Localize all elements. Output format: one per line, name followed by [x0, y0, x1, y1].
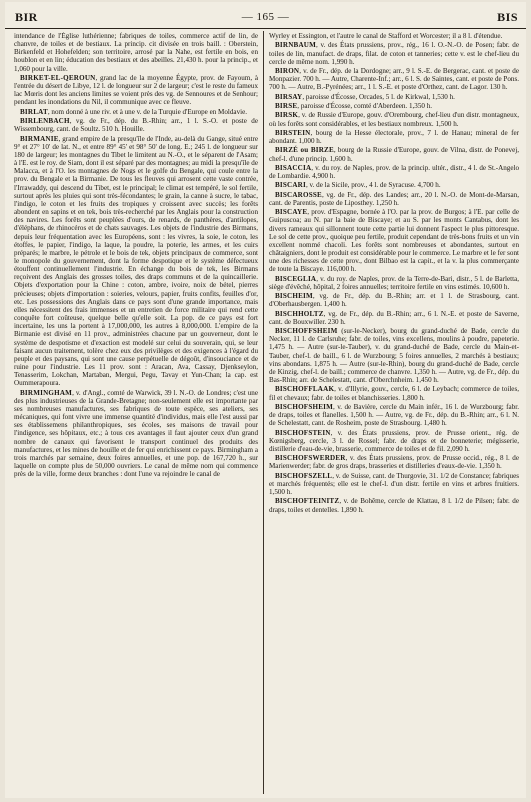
entry-headword: BIRSK [275, 111, 299, 120]
entry-text: intendance de l'Église luthérienne; fabriques de toiles, commerce actif de lin, de chanvre, de toiles et de bestiaux. La princip. cit divisée en trois baill. : Oberstein, Birkenfeld et Hohefelden; son territoire, arrosé par la Nahe, est fertile en bois, en houblon et en lin; éducation des bestiaux et des abeilles. 21,430 h. pour la princip., et 1,060 pour la ville. [14, 32, 258, 73]
continued-entry [269, 32, 519, 40]
dictionary-entry [269, 67, 519, 91]
entry-text: , v. des États prussiens, prov. de Prusse occid., rég., 8 l. de Marienwerder; fabr. de gros draps, brasseries et distilleries d'eaux-de-vie. 1,350 h. [269, 454, 519, 471]
running-head-right: BIS [497, 10, 518, 24]
entry-headword: BISCARI [275, 181, 306, 190]
entry-text: , v. de Russie d'Europe, gouv. d'Orembourg, chef-lieu d'un distr. montagneux, où les forêts sont considérables, et les bestiaux nombreux. 1,500 h. [269, 111, 519, 128]
entry-headword: BIRSE [275, 102, 298, 110]
dictionary-entry [269, 403, 519, 427]
entry-headword: BISACCIA [275, 163, 312, 172]
entry-text: , v. de Fr., dép. de la Dordogne; arr., 9 l. S.-E. de Bergerac, cant. et poste de Monpazier. 700 h. — Autre, Charente-Inf.; arr., 6 l. S. de Saintes, cant. et poste de Pons. 700 h. — Autre, B.-Pyrénées; arr., 1 l. S.-E. et poste d'Orthez, cant. de Lagor. 130 h. [269, 67, 519, 92]
entry-headword: BIRNBAUM [275, 41, 317, 50]
entry-text: , v. de la Sicile, prov., 4 l. de Syracuse. 4,700 h. [305, 181, 441, 190]
entry-headword: BISCHOFFSHEIM [275, 327, 338, 336]
entry-headword: BIRMINGHAM [20, 388, 73, 397]
dictionary-entry [14, 108, 258, 116]
dictionary-entry [269, 191, 519, 207]
entry-text: , bourg de la Russie d'Europe, gouv. de Vilna, distr. de Ponevej, chef-l. d'une princip. 1,600 h. [269, 146, 519, 163]
entry-headword: BIRSTEIN [275, 128, 311, 137]
dictionary-entry [269, 102, 519, 110]
entry-headword: BISCHOFSZELL [275, 471, 333, 480]
entry-headword: BIRON [275, 67, 300, 75]
dictionary-entry [269, 146, 519, 162]
entry-headword: BISCHOFFLAAK [275, 385, 335, 394]
entry-headword: BISCHOFSWERDER [275, 454, 346, 463]
dictionary-entry [269, 93, 519, 101]
left-column [14, 32, 258, 794]
dictionary-entry [269, 111, 519, 127]
entry-text: , vg. de Fr., dép. du B.-Rhin; arr., 1 l. S.-O. et poste de Wissembourg, cant. de Soultz. 510 h. Houille. [14, 117, 258, 134]
entry-headword: BIRLAT [20, 107, 48, 116]
entry-text: Wyrley et Essington, et l'autre le canal de Stafford et Worcester; il a 8 l. d'étendue. [269, 32, 503, 40]
entry-text: , prov. d'Espagne, bornée à l'O. par la prov. de Burgos; à l'E. par celle de Guipuscoa; au N. par la baie de Biscaye; et au S. par les monts Cantabus, dont les divers rameaux qui sillonnent toute cette partie lui donnent l'aspect le plus pittoresque. Le sol de cette prov., quoique peu fertile, produit cependant de très-bons fruits et un vin excellent nommé chacoli. Les forêts sont nombreuses et abondantes, surtout en châtaigniers, dont le produit est considérable pour le commerce. Le marbre et le fer sont une des richesses de cette prov., dont Bilbao est la capit., et la v. la plus commerçante de toute la Biscaye. 116,000 h. [269, 208, 519, 274]
entry-text: , v. de Bohême, cercle de Klattau, 8 l. 1/2 de Pilsen; fabr. de draps, toiles et dentelles. 1,890 h. [269, 497, 519, 514]
entry-text: , v. d'Illyrie, gouv., cercle, 6 l. de Leybach; commerce de toiles, fil et chevaux; fabr. de toiles et blanchisseries. 1,800 h. [269, 385, 519, 402]
entry-headword: BIRZÉ ou BIRZE [275, 146, 334, 155]
entry-text: , paroisse d'Écosse, Orcades, 5 l. de Kirkwal, 1,530 h. [302, 92, 455, 101]
entry-headword: BIRKET-EL-QEROUN [20, 73, 96, 82]
dictionary-entry [269, 497, 519, 513]
dictionary-entry [269, 208, 519, 273]
entry-headword: BIRLENBACH [20, 117, 70, 126]
entry-text: , nom donné à une riv. et à une v. de la Turquie d'Europe en Moldavie. [47, 107, 248, 116]
entry-headword: BISCAYE [275, 208, 308, 217]
entry-text: , vg. de Fr., dép. des Landes; arr., 20 l. N.-O. de Mont-de-Marsan, cant. de Parentis, poste de Liposthey. 1,250 h. [269, 190, 519, 207]
entry-text: , v. des États prussiens, prov., rég., 16 l. O.-N.-O. de Posen; fabr. de toiles de lin, manufact. de draps, filat. de coton et tanneries; cette v. est le chef-lieu du cercle de même nom. 1,990 h. [269, 41, 519, 66]
page-header [5, 2, 526, 29]
entry-text: , vg. de Fr., dép. du B.-Rhin; arr., 6 l. N.-E. et poste de Saverne, cant. de Bouxwiller. 230 h. [269, 309, 519, 326]
entry-text: , v. du roy. de Naples, prov. de la princip. ultér., distr., 4 l. de St.-Angelo de Lombardie. 4,900 h. [269, 163, 519, 180]
entry-headword: BISCHOFSHEIM [275, 402, 333, 411]
entry-text: , paroisse d'Écosse, comté d'Aberdeen. 1,350 h. [297, 102, 433, 110]
entry-headword: BISCEGLIA [275, 274, 317, 283]
entry-headword: BIRMANIE [20, 134, 59, 143]
entry-text: , v. de Bavière, cercle du Main infér., 16 l. de Wurzbourg; fabr. de draps, toiles et flanelles. 1,500 h. — Autre, vg. de Fr., dép. du B.-Rhin; arr., 6 l. N. de Schelestatt, cant. de Rosheim, poste de Strasbourg. 1,480 h. [269, 402, 519, 428]
dictionary-entry [269, 472, 519, 496]
running-head-left: BIR [15, 10, 38, 24]
dictionary-entry [269, 385, 519, 401]
entry-text: , bourg de la Hesse électorale, prov., 7 l. de Hanau; mineral de fer abondant. 1,000 h. [269, 128, 519, 145]
entry-text: , v. du roy. de Naples, prov. de la Terre-de-Bari, distr., 5 l. de Barletta, siège d'évêché, hôpital, 2 foires annuelles; territoire fertile en vins estimés. 10,600 h. [269, 274, 519, 291]
entry-headword: BISCHOFTEINITZ [275, 497, 340, 506]
dictionary-entry [269, 327, 519, 384]
entry-text: , v. de Suisse, cant. de Thurgovie, 31. 1/2 de Constance; fabriques et marchés fréquentés; elle est le chef-l. d'un distr. fertile en vins et arbres fruitiers. 1,500 h. [269, 471, 519, 497]
right-column [269, 32, 519, 794]
entry-text: , v. d'Angl., comté de Warwick, 39 l. N.-O. de Londres; c'est une des plus industrieuses de la Grande-Bretagne; non-seulement elle est importante par ses nombreuses manufactures, ses fabriques de toute espèce, ses ateliers, ses mécaniques, qui font vivre une immense quantité d'individus, mais elle l'est aussi par ses établissemens philanthropiques, ses écoles, ses maisons de travail pour l'indigence, ses hôpitaux, etc.; à tous ces avantages il faut ajouter ceux d'un grand nombre de canaux qui favorisent le transport continuel des produits des manufactures, et les mines de houille et de fer qui enrichissent ce pays. Birmingham a trois marchés par semaine, deux foires annuelles, et une pop. de 167,720 h., sur laquelle on compte plus de 50,000 ouvriers. Le canal de même nom qui commence près de la ville, forme deux branches : dont l'une va rejoindre le canal de [14, 388, 258, 479]
entry-text: , v. des États prussiens, prov. de Prusse orient., rég. de Kœnigsberg, cercle, 3 l. de Rossel; fabr. de draps et de bonneterie; mégisserie, distillerie d'eau-de-vie, brasserie, commerce de toiles et de fil. 2,090 h. [269, 428, 519, 453]
entry-text: , grand lac de la moyenne Égypte, prov. de Fayoum, à l'entrée du désert de Libye, 12 l. de longueur sur 2 de largeur; c'est le reste du fameux lac Mœris dont les anciens limites se voient près des vg. de Sennoures et de Senhour; pendant les inondations du Nil, il communique avec ce fleuve. [14, 73, 258, 107]
column-divider [263, 31, 264, 794]
dictionary-entry [269, 429, 519, 453]
entry-headword: BISCHEIM [275, 292, 313, 301]
dictionary-entry [269, 310, 519, 326]
dictionary-entry [269, 41, 519, 65]
dictionary-entry [14, 117, 258, 133]
dictionary-entry [14, 74, 258, 107]
entry-text: , vg. de Fr., dép. du B.-Rhin; arr. et 1 l. de Strasbourg, cant. d'Oberhausbergen. 1,400 h. [269, 292, 519, 309]
dictionary-entry [269, 129, 519, 145]
entry-text: (sur-le-Necker), bourg du grand-duché de Bade, cercle du Necker, 11 l. de Carlsruhe; fabr. de toiles, vins excellens, moulins à poudre, papeterie. 1,475 h. — Autre (sur-le-Tauber), v. du grand-duché de Bade, cercle du Main-et-Tauber, chef-l. de baill., 6 l. de Wurzbourg; 5 foires annuelles, 2 marchés à bestiaux; vins abondans. 1,875 h. — Autre (sur-le-Rhin), bourg du grand-duché de Bade, cercle de Kinzig, chef-l. de baill.; commerce de chanvre. 1,350 h. — Autre, vg. de Fr., dép. du Bas-Rhin; arr. de Schelestatt, cant. d'Oberchnheim. 1,450 h. [269, 327, 519, 385]
dictionary-entry [269, 164, 519, 180]
entry-headword: BIRSAY [275, 92, 303, 101]
dictionary-entry [269, 292, 519, 308]
entry-headword: BISCHHOLTZ [275, 309, 324, 318]
dictionary-entry [269, 454, 519, 470]
entry-text: , grand empire de la presqu'île de l'Inde, au-delà du Gange, situé entre 9° et 27° 10' de lat. N., et entre 89° 45' et 98° 50' de long. E.; 245 l. de longueur sur 180 de largeur; les montagnes du Tibet le limitent au N.-O., et le séparent de l'Asam; à l'E. est le roy. de Siam, dont il est séparé par des montagnes; au midi la presqu'île de Malacca, et à l'O. les montagnes de Nogs et le golfe du Bengale, qui coule entre la prov. du Bengale et la Birmanie. De tous les fleuves qui arrosent cette vaste contrée, l'Irrawaddy, qui descend du Tibet, est le principal; le climat est tempéré, le sol fertile, surtout après les pluies qui sont très-fécondantes; le grain, la canne à sucre, le tabac, l'indigo, le coton et les fruits des tropiques y croissent avec succès; les forêts abondent en sapins et en tek, bois très-recherché par les Anglais pour la construction des navires. Les forêts sont peuplées d'ours, de renards, de panthères, d'antilopes, d'éléphans, de rhinocéros et de chats sauvages. Les objets de l'industrie des Birmans, depuis leur fréquentation avec les Européens, sont : les vivres, la soie, le coton, les étoffes, le papier, l'indigo, la laque, la poudre, la poterie, les armes, et les cuirs préparés; le marbre, le pétrole et le bois de tek, objets principaux de commerce, sont le monopole du gouvernement, dont la forme despotique et le système défectueux étouffent continuellement l'industrie. En échange du bois de tek, les Birmans reçoivent des Anglais des grosses toiles, des draps communs et de la quincaillerie. Objets d'exportation pour la Chine : coton, ambre, ivoire, noix de bétel, pierres précieuses; objets d'importation : soieries, velours, papier, fruits confits, feuilles d'or, etc. Les possessions des Anglais dans ce pays sont d'une grande importance, mais elles nécessitent des frais immenses et un entretien de force militaire qui rend cette conquête fort coûteuse, quelque belle qu'elle soit. La pop. de ce pays est fort incertaine, les uns la portent à 17,000,000, les autres à 8,000,000. L'empire de la Birmanie est divisé en 11 prov., administrées chacune par un gouverneur, dont le système de despotisme et d'exaction est modelé sur celui du souverain, qui, se leur faisant aucun traitement, tolère chez eux des privilèges et des exigences à l'égard du peuple et des paysans, qui sont une cause perpétuelle de dégoût, d'insouciance et de ruine pour l'industrie. Les 11 prov. sont : Aracan, Ava, Cassay, Djenkseylon, Tenasserim, Lokchan, Martaban, Mergui, Pegu, Tavay et Yun-Chan; la cap. est Oummerapoura. [14, 134, 258, 388]
dictionary-entry [14, 135, 258, 388]
dictionary-entry [269, 275, 519, 291]
page-number: — 165 — [241, 11, 290, 23]
entry-headword: BISCHOFSTEIN [275, 428, 331, 437]
dictionary-entry [14, 389, 258, 479]
entry-headword: BISCAROSSE [275, 190, 322, 199]
dictionary-entry [269, 181, 519, 189]
continued-entry [14, 32, 258, 73]
dictionary-page [5, 2, 526, 798]
